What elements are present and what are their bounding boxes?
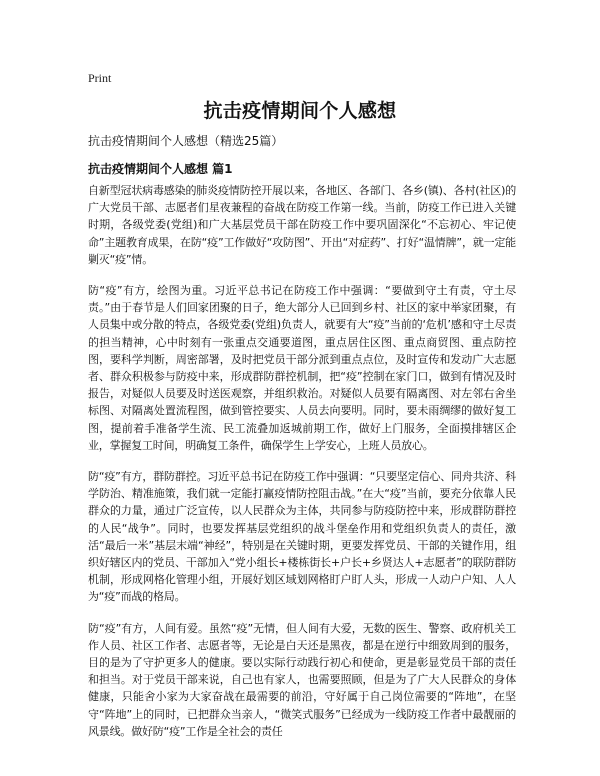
print-link[interactable]: Print: [88, 71, 112, 85]
paragraph: 自新型冠状病毒感染的肺炎疫情防控开展以来，各地区、各部门、各乡(镇)、各村(社区)的广大党员干部、志愿者们星夜兼程的奋战在防疫工作第一线。当前，防疫工作已进入关键时期，各级党委(党组)和广大基层党员干部在防疫工作中要巩固深化“不忘初心、牢记使命”主题教育成果，在防“疫”工作做好“攻防图”、开出“对症药”、打好“温情牌”，就一定能剿灭“疫”情。: [88, 184, 516, 266]
document-title: 抗击疫情期间个人感想: [203, 100, 397, 122]
paragraph: 防“疫”有方，绘图为重。习近平总书记在防疫工作中强调：“要做到守土有责，守土尽责。”由于春节是人们回家团聚的日子，绝大部分人已回到乡村、社区的家中举家团聚，有人员集中或分散的特点，各级党委(党组)负责人，就要有大“疫”当前的‘危机’感和守土尽责的担当精神，心中时刻有一张重点交通要道图，重点居住区图、重点商贸图、重点防控图，要科学判断，周密部署，及时把党员干部分派到重点点位，及时宣传和发动广大志愿者、群众积极参与防疫中来，形成群防群控机制，把“疫”控制在家门口，做到有情况及时报告，对疑似人员要及时送医观察，并组织救治。对疑似人员要有隔离图、对左邻右舍坐标图、对隔离处置流程图，做到管控要实、人员去向要明。同时，要未雨绸缪的做好复工图，提前着手准备学生流、民工流叠加返城前期工作，做好上门服务，全面摸排辖区企业，掌握复工时间，明确复工条件，确保学生上学安心，上班人员放心。: [88, 284, 516, 452]
document-body: [88, 182, 516, 754]
paragraph: 防“疫”有方，人间有爱。虽然“疫”无情，但人间有大爱，无数的医生、警察、政府机关工作人员、社区工作者、志愿者等，无论是白天还是黑夜，都是在逆行中细致周到的服务，目的是为了守护更多人的健康。要以实际行动践行初心和使命，更是彰显党员干部的责任和担当。对于党员干部来说，自己也有家人，也需要照顾，但是为了广大人民群众的身体健康，只能舍小家为大家奋战在最需要的前沿，守好属于自己岗位需要的“阵地”，在坚守“阵地”上的同时，已把群众当亲人，“微笑式服务”已经成为一线防疫工作者中最靓丽的风景线。做好防“疫”工作是全社会的责任: [88, 621, 516, 738]
document-subtitle: 抗击疫情期间个人感想（精选25篇）: [88, 134, 284, 148]
paragraph: 防“疫”有方，群防群控。习近平总书记在防疫工作中强调：“只要坚定信心、同舟共济、科学防治、精准施策，我们就一定能打赢疫情防控阻击战。”在大“疫”当前，要充分依靠人民群众的力量，通过广泛宣传，以人民群众为主体，共同参与防疫防控中来，形成群防群控的人民“战争”。同时，也要发挥基层党组织的战斗堡垒作用和党组织负责人的责任，激活“最后一米”基层末端“神经”，特别是在关键时期，更要发挥党员、干部的关键作用，组织好辖区内的党员、干部加入“党小组长+楼栋街长+户长+乡贤达人+志愿者”的联防群防机制，形成网格化管理小组，开展好划区域划网格盯户盯人头，形成一人动户户知、人人为“疫”而战的格局。: [88, 470, 516, 604]
section-heading: 抗击疫情期间个人感想 篇1: [88, 162, 233, 176]
